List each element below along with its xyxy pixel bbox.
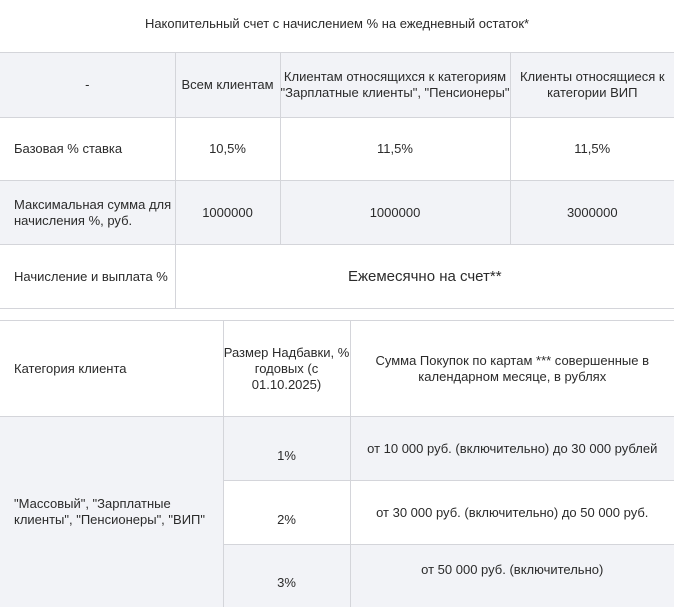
cell-value: 1000000 [175,181,280,245]
table-row [0,181,674,245]
table-row [0,118,674,181]
bonus-table [0,320,674,607]
cell-range: от 50 000 руб. (включительно) [350,545,674,607]
header-cell-dash: - [0,53,175,118]
header-cell-bonus: Размер Надбавки, % годовых (с 01.10.2025) [223,321,350,417]
header-cell-all-clients: Всем клиентам [175,53,280,118]
rates-table [0,52,674,309]
row-label-base-rate: Базовая % ставка [0,118,175,181]
table-header-row [0,321,674,417]
header-cell-purchase-sum: Сумма Покупок по картам *** совершенные в календарном месяце, в рублях [350,321,674,417]
header-cell-category: Категория клиента [0,321,223,417]
table-header-row [0,53,674,118]
header-cell-salary-pensioners: Клиентам относящихся к категориям "Зарплатные клиенты", "Пенсионеры" [280,53,510,118]
table-row [0,417,674,481]
merged-cell-value: Ежемесячно на счет** [175,245,674,309]
header-cell-vip: Клиенты относящиеся к категории ВИП [510,53,674,118]
cell-value: 11,5% [280,118,510,181]
cell-client-category: "Массовый", "Зарплатные клиенты", "Пенсионеры", "ВИП" [0,417,223,607]
cell-value: 11,5% [510,118,674,181]
cell-range: от 30 000 руб. (включительно) до 50 000 руб. [350,481,674,545]
cell-range: от 10 000 руб. (включительно) до 30 000 рублей [350,417,674,481]
cell-bonus: 2% [223,481,350,545]
row-label-accrual: Начисление и выплата % [0,245,175,309]
table-row [0,245,674,309]
cell-value: 1000000 [280,181,510,245]
cell-value: 3000000 [510,181,674,245]
table-caption: Накопительный счет с начислением % на ежедневный остаток* [144,15,530,31]
cell-bonus: 1% [223,417,350,481]
row-label-max-sum: Максимальная сумма для начисления %, руб. [0,181,175,245]
cell-bonus: 3% [223,545,350,607]
cell-value: 10,5% [175,118,280,181]
